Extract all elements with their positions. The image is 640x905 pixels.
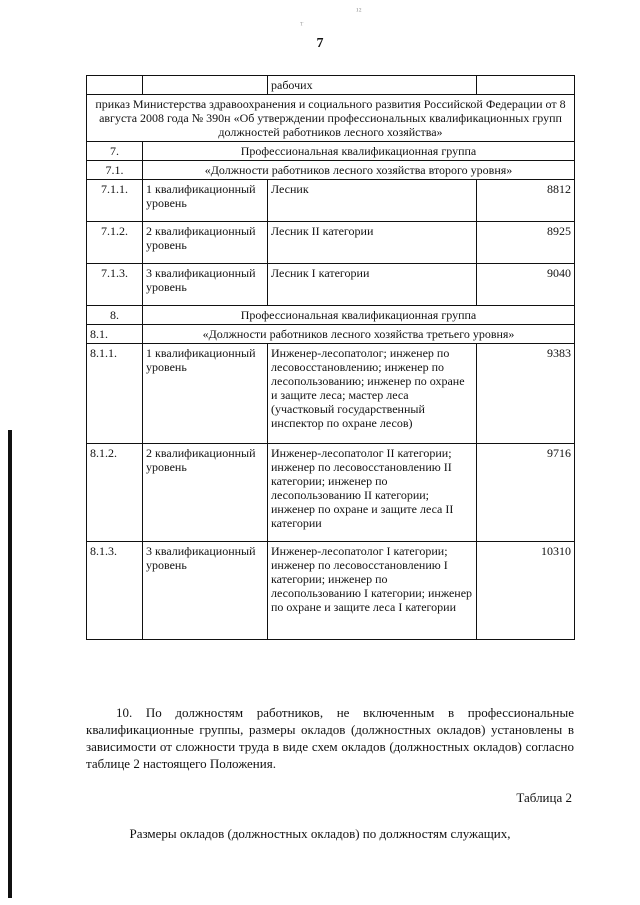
order-header: приказ Министерства здравоохранения и социального развития Российской Федерации от 8 августа 2008 года № 390н «Об утверждении профессиональных квалификационных групп должностей работников лесного хозяйства» <box>87 95 575 142</box>
table-row <box>87 306 575 325</box>
cell-salary: 9383 <box>477 344 575 444</box>
subgroup-number: 8.1. <box>87 325 143 344</box>
cell-level: 3 квалификационный уровень <box>143 542 268 640</box>
table-row <box>87 180 575 222</box>
cell-number: 8.1.3. <box>87 542 143 640</box>
cell-level: 1 квалификационный уровень <box>143 180 268 222</box>
group-number: 7. <box>87 142 143 161</box>
paragraph-10 <box>86 704 574 772</box>
table-row <box>87 142 575 161</box>
cell-positions: Лесник II категории <box>268 222 477 264</box>
subgroup-number: 7.1. <box>87 161 143 180</box>
scan-speck: ᵀ <box>300 20 304 30</box>
table-row <box>87 95 575 142</box>
cell-positions: рабочих <box>268 76 477 95</box>
section-title: Размеры окладов (должностных окладов) по должностям служащих, <box>129 826 511 841</box>
cell-salary: 8925 <box>477 222 575 264</box>
table-row <box>87 542 575 640</box>
page-number: 7 <box>316 36 324 51</box>
table-row <box>87 264 575 306</box>
table-row <box>87 222 575 264</box>
subgroup-title: «Должности работников лесного хозяйства третьего уровня» <box>143 325 575 344</box>
paragraph-text: 10. По должностям работников, не включенным в профессиональные квалификационные группы, размеры окладов (должностных окладов) установлены в зависимости от сложности труда в виде схем окладов (должностных окладов) согласно таблице 2 настоящего Положения. <box>86 705 574 771</box>
cell-level: 3 квалификационный уровень <box>143 264 268 306</box>
table-row <box>87 161 575 180</box>
cell-salary: 9040 <box>477 264 575 306</box>
scan-speck: ¹² <box>356 6 362 16</box>
group-number: 8. <box>87 306 143 325</box>
cell-number: 7.1.2. <box>87 222 143 264</box>
subgroup-title: «Должности работников лесного хозяйства второго уровня» <box>143 161 575 180</box>
cell-salary: 8812 <box>477 180 575 222</box>
cell-positions: Инженер-лесопатолог I категории; инженер по лесовосстановлению I категории; инженер по лесопользованию I категории; инженер по охране и защите леса I категории <box>268 542 477 640</box>
qualification-table <box>86 75 575 640</box>
cell-number: 8.1.1. <box>87 344 143 444</box>
cell-positions: Лесник I категории <box>268 264 477 306</box>
cell-positions: Лесник <box>268 180 477 222</box>
table-row <box>87 325 575 344</box>
cell-level: 1 квалификационный уровень <box>143 344 268 444</box>
group-title: Профессиональная квалификационная группа <box>143 142 575 161</box>
cell-salary: 10310 <box>477 542 575 640</box>
cell-positions: Инженер-лесопатолог; инженер по лесовосстановлению; инженер по лесопользованию; инженер по охране и защите леса; мастер леса (участковый государственный инспектор по охране лесов) <box>268 344 477 444</box>
cell-number: 8.1.2. <box>87 444 143 542</box>
table-row <box>87 444 575 542</box>
table-row <box>87 76 575 95</box>
cell-number: 7.1.3. <box>87 264 143 306</box>
cell-level: 2 квалификационный уровень <box>143 444 268 542</box>
cell-positions: Инженер-лесопатолог II категории; инженер по лесовосстановлению II категории; инженер по лесопользованию II категории; инженер по охране и защите леса II категории <box>268 444 477 542</box>
table-row <box>87 344 575 444</box>
cell-number: 7.1.1. <box>87 180 143 222</box>
cell-level: 2 квалификационный уровень <box>143 222 268 264</box>
cell-salary: 9716 <box>477 444 575 542</box>
group-title: Профессиональная квалификационная группа <box>143 306 575 325</box>
table-label: Таблица 2 <box>516 790 572 805</box>
